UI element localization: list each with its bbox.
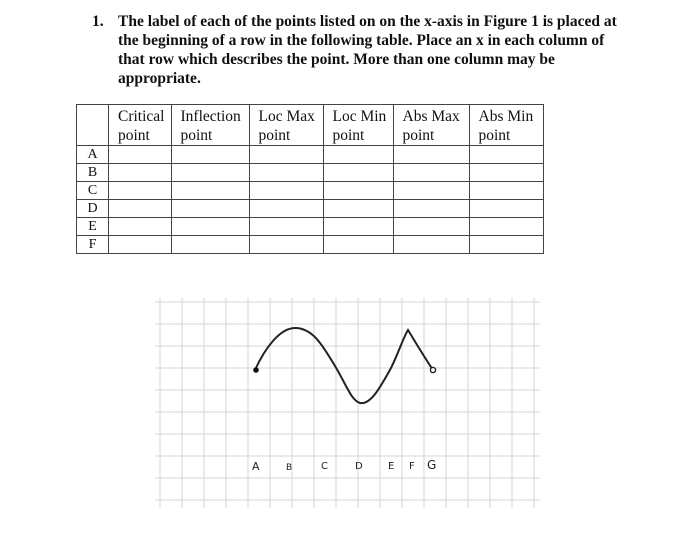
curve [255, 328, 433, 403]
column-header-inflection [171, 105, 249, 146]
column-header-line1: Critical [118, 108, 165, 125]
answer-cell[interactable] [323, 182, 393, 200]
answer-cell[interactable] [393, 164, 469, 182]
answer-cell[interactable] [323, 200, 393, 218]
answer-cell[interactable] [109, 164, 172, 182]
column-header-line2: point [118, 127, 150, 144]
corner-cell [77, 105, 109, 146]
column-header-line1: Inflection [180, 108, 241, 125]
header-row [77, 105, 544, 146]
answer-cell[interactable] [323, 218, 393, 236]
answer-cell[interactable] [249, 146, 323, 164]
axis-label-d: D [355, 461, 363, 472]
table-row [77, 218, 544, 236]
grid-lines [155, 298, 540, 508]
answer-table [76, 104, 544, 254]
row-label: B [77, 164, 109, 182]
column-header-abs-min [469, 105, 543, 146]
left-endpoint [253, 367, 259, 373]
answer-cell[interactable] [109, 182, 172, 200]
answer-cell[interactable] [109, 146, 172, 164]
answer-cell[interactable] [249, 200, 323, 218]
answer-cell[interactable] [323, 146, 393, 164]
figure-1-sketch [155, 298, 540, 508]
axis-label-a: A [252, 460, 260, 473]
table-row [77, 236, 544, 254]
row-label: A [77, 146, 109, 164]
column-header-line2: point [478, 127, 511, 144]
row-label: C [77, 182, 109, 200]
answer-cell[interactable] [469, 182, 543, 200]
answer-cell[interactable] [171, 182, 249, 200]
row-label: D [77, 200, 109, 218]
table-row [77, 182, 544, 200]
table-row [77, 146, 544, 164]
column-header-line2: point [258, 127, 291, 144]
answer-cell[interactable] [469, 146, 543, 164]
column-header-line1: Abs Min [478, 108, 534, 125]
answer-cell[interactable] [323, 236, 393, 254]
answer-cell[interactable] [109, 218, 172, 236]
column-header-line1: Loc Min [332, 108, 387, 125]
answer-cell[interactable] [171, 236, 249, 254]
table-row [77, 200, 544, 218]
axis-label-g: G [427, 458, 437, 472]
answer-cell[interactable] [469, 236, 543, 254]
answer-cell[interactable] [171, 164, 249, 182]
axis-label-b: B [286, 463, 293, 473]
answer-cell[interactable] [393, 182, 469, 200]
answer-cell[interactable] [469, 218, 543, 236]
column-header-line1: Abs Max [402, 108, 460, 125]
answer-cell[interactable] [249, 182, 323, 200]
answer-cell[interactable] [469, 200, 543, 218]
graph-paper-grid [155, 298, 540, 508]
axis-labels [252, 458, 436, 473]
answer-cell[interactable] [393, 200, 469, 218]
table-row [77, 164, 544, 182]
column-header-line2: point [402, 127, 435, 144]
answer-cell[interactable] [109, 200, 172, 218]
answer-cell[interactable] [249, 236, 323, 254]
column-header-loc-max [249, 105, 323, 146]
answer-cell[interactable] [249, 164, 323, 182]
axis-label-c: C [321, 461, 328, 472]
answer-cell[interactable] [469, 164, 543, 182]
axis-label-e: E [388, 461, 395, 472]
column-header-line2: point [180, 127, 213, 144]
question-number: 1. [92, 13, 104, 30]
column-header-abs-max [393, 105, 469, 146]
answer-cell[interactable] [171, 218, 249, 236]
column-header-loc-min [323, 105, 393, 146]
column-header-line2: point [332, 127, 365, 144]
row-label: F [77, 236, 109, 254]
axis-label-f: F [409, 461, 415, 472]
column-header-critical [109, 105, 172, 146]
answer-cell[interactable] [393, 236, 469, 254]
row-label: E [77, 218, 109, 236]
answer-cell[interactable] [393, 146, 469, 164]
answer-cell[interactable] [109, 236, 172, 254]
answer-cell[interactable] [171, 200, 249, 218]
answer-cell[interactable] [249, 218, 323, 236]
right-endpoint [430, 367, 435, 372]
question [92, 12, 632, 88]
answer-cell[interactable] [393, 218, 469, 236]
column-header-line1: Loc Max [258, 108, 315, 125]
answer-cell[interactable] [323, 164, 393, 182]
question-text: The label of each of the points listed on on the x-axis in Figure 1 is placed at the beginning of a row in the following table. Place an x in each column of that row which describes the point. More than one column may be appropriate. [118, 13, 617, 87]
answer-cell[interactable] [171, 146, 249, 164]
